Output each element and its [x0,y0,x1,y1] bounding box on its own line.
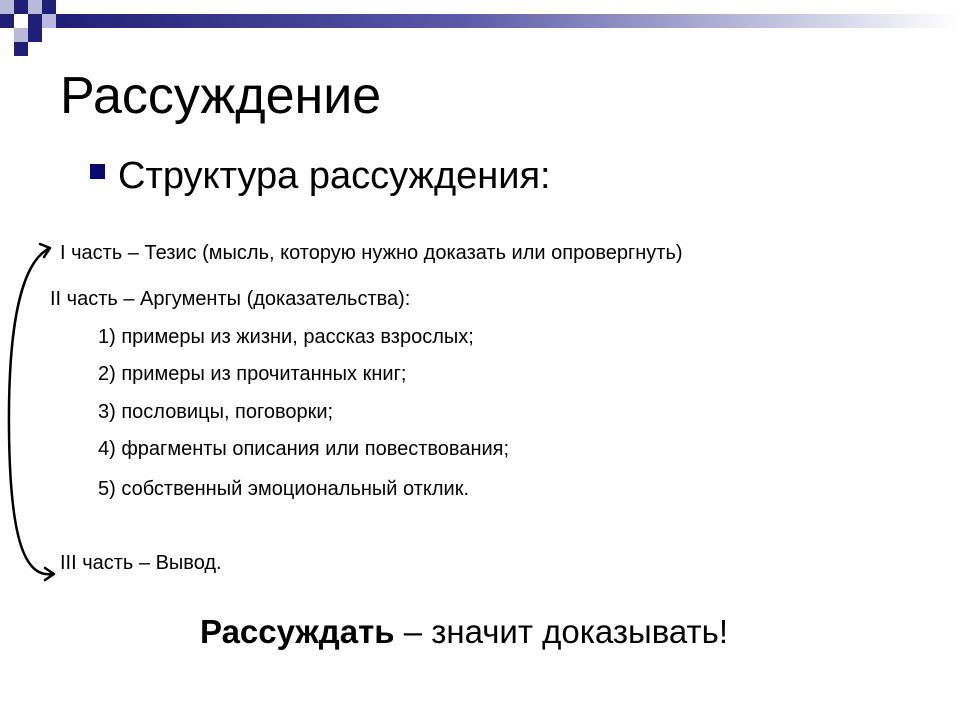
part-one-thesis: I часть – Тезис (мысль, которую нужно доказать или опровергнуть) [60,242,683,264]
decor-square [14,28,28,42]
decor-square [42,0,56,14]
decor-square [0,14,14,28]
conclusion-statement [0,610,928,654]
bullet-square-icon [90,164,105,179]
decor-square [0,0,14,14]
arrow-head-top [40,244,50,257]
conclusion-bold: Рассуждать [200,613,395,650]
arrow-head-bottom [45,568,54,580]
arrow-curve [9,248,52,574]
decor-gradient-bar [56,14,960,28]
part-two-arguments: II часть – Аргументы (доказательства): [50,288,411,310]
bullet-heading: Структура рассуждения: [118,155,551,197]
decor-square [28,0,42,14]
conclusion-rest: – значит доказывать! [394,613,728,650]
argument-item: 2) примеры из прочитанных книг; [98,363,407,385]
slide-title: Рассуждение [60,67,382,125]
part-three-conclusion: III часть – Вывод. [60,552,222,574]
decor-square [14,0,28,14]
decor-square [42,14,56,28]
decor-square [28,14,42,28]
argument-item: 4) фрагменты описания или повествования; [98,438,510,460]
argument-item: 1) примеры из жизни, рассказ взрослых; [98,326,474,348]
header-decoration [0,0,960,60]
decor-square [28,28,42,42]
argument-item: 3) пословицы, поговорки; [98,401,334,423]
decor-square [14,42,28,56]
argument-item: 5) собственный эмоциональный отклик. [98,478,469,500]
